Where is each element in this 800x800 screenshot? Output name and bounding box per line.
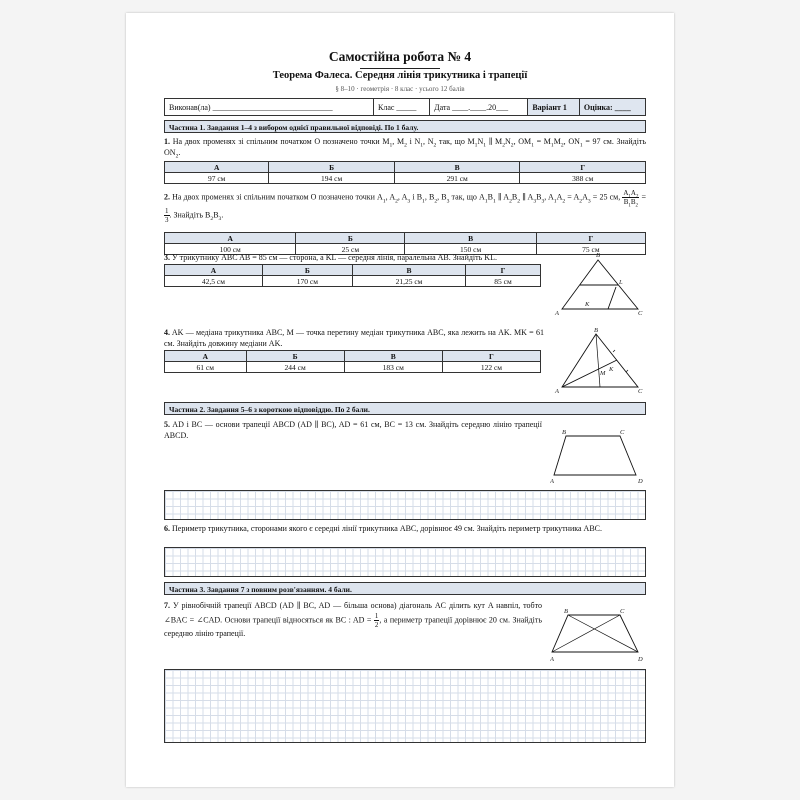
label-a: A [555,388,559,393]
label-d: D [638,478,643,485]
answer-letter: Б [269,162,395,173]
task-2-question: Знайдіть B [173,210,211,220]
answer-letter: А [165,351,247,362]
answer-letter: Г [442,351,540,362]
page-meta: § 8–10 · геометрія · 8 клас · усього 12 балів [335,85,465,93]
answer-letter: Г [520,162,646,173]
section-2-header: Частина 2. Завдання 5–6 з короткою відповіддю. По 2 бали. [164,402,646,415]
answer-letter: Г [466,265,541,276]
triangle-abc [562,334,638,387]
task-4-answers [164,350,541,373]
task-6-statement: Периметр трикутника, сторонами якого є середні лінії трикутника ABC, дорівнює 49 см. Знайдіть периметр трикутника ABC. [172,524,602,533]
trapezoid-abcd [552,615,638,652]
task-4-text [164,328,544,349]
segment [608,287,616,309]
task-2-statement: На двох променях зі спільним початком O позначено точки A [172,192,383,202]
answer-option[interactable]: 42,5 см [165,276,263,287]
answer-option[interactable]: 244 см [246,362,344,373]
label-a: A [550,478,554,485]
answer-option[interactable]: 97 см [165,173,269,184]
task-4-number: 4. [164,328,170,337]
answer-option[interactable]: 388 см [520,173,646,184]
label-c: C [620,429,625,436]
answer-letter: Г [536,233,645,244]
label-c: C [620,608,625,615]
diagonal-ac [552,615,620,652]
label-b: B [562,429,566,436]
tick-mark [613,350,615,352]
fraction-one-third: $\frac{1}{3}$ [165,206,169,224]
answer-option[interactable]: 100 см [165,244,296,255]
figure-triangle-median [550,327,650,393]
answer-box-task-7[interactable] [164,669,646,743]
task-2-number: 2. [164,192,170,202]
page-subtitle: Теорема Фалеса. Середня лінія трикутника і трапеції [272,70,528,81]
answer-letter: Б [262,265,352,276]
label-b: B [594,327,598,334]
task-6-number: 6. [164,524,170,533]
label-l: L [619,279,623,286]
answer-option[interactable]: 194 см [269,173,395,184]
task-2-text: 2. На двох променях зі спільним початком O позначено точки $A_1$, $A_2$, $A_3$ і $B_1$, $B_2$, $B_3$ так, що $A_1B_1$ ∥ $A_2B_2$ ∥ $A_3B_3$, $A_1A_2 = A_2A_3 = 25$ см, $\frac{A_1A_2}{B_1B_2}$ = $\frac{1}{3}$ . Знайдіть $B_2B_3$. [164,189,647,224]
answer-option[interactable]: 150 см [405,244,536,255]
task-1-number: 1. [164,137,170,146]
trapezoid-abcd [554,436,636,475]
diagonal-bd [568,615,638,652]
task-7-number: 7. [164,601,170,610]
label-c: C [638,310,643,315]
answer-letter: В [394,162,520,173]
task-3-text [164,253,544,264]
fraction-one-half: $\frac{1}{2}$ [374,611,379,629]
task-4-statement: AK — медіана трикутника ABC, M — точка перетину медіан трикутника ABC, яка лежить на AK. MK = 61 см. Знайдіть довжину медіани AK. [164,328,544,348]
student-field[interactable]: Виконав(ла) ______________________________ [165,99,374,116]
answer-option[interactable]: 21,25 см [352,276,465,287]
task-5-text [164,420,542,441]
answer-option[interactable]: 122 см [442,362,540,373]
answer-option[interactable]: 75 см [536,244,645,255]
answer-option[interactable]: 170 см [262,276,352,287]
answer-option[interactable]: 25 см [296,244,405,255]
worksheet-page [126,13,674,787]
task-1-question: Знайдіть ON [164,137,647,157]
label-m: M [600,370,606,377]
class-field[interactable]: Клас _____ [374,99,430,116]
figure-triangle-midline [550,249,650,315]
section-1-header: Частина 1. Завдання 1–4 з вибором однієї правильної відповіді. По 1 балу. [164,120,646,133]
task-7-statement: У рівнобічній трапеції ABCD (AD ∥ BC, AD — більша основа) діагональ AC ділить кут A навпіл, тобто ∠BAC = ∠CAD. Основи трапеції відносяться як BC : AD = [164,601,542,624]
label-a: A [555,310,559,315]
section-3-header: Частина 3. Завдання 7 з повним розв'язанням. 4 бали. [164,582,646,595]
answer-letter: В [405,233,536,244]
answer-box-task-5[interactable] [164,490,646,520]
answer-letter: В [352,265,465,276]
task-5-number: 5. [164,420,170,429]
task-1-text: 1. На двох променях зі спільним початком O позначено точки $M_1$, $M_2$ і $N_1$, $N_2$ так, що $M_1N_1$ ∥ $M_2N_2$, $OM_1 = M_1M_2$, $ON_1 = 97$ см. Знайдіть $ON_2$. [164,137,647,160]
answer-letter: Б [246,351,344,362]
answer-letter: А [165,233,296,244]
task-7-question: , а периметр трапеції дорівнює 20 см. Знайдіть середню лінію трапеції. [164,614,543,638]
grade-field[interactable]: Оцінка: ____ [579,99,645,116]
label-k: K [585,301,590,308]
figure-trapezoid [550,425,650,487]
figure-isosceles-trapezoid [550,605,650,665]
label-c: C [638,388,643,393]
median-b [596,334,600,387]
task-1-answers [164,161,646,184]
answer-option[interactable]: 183 см [344,362,442,373]
task-1-statement: На двох променях зі спільним початком O позначено точки M [172,137,390,146]
answer-option[interactable]: 291 см [394,173,520,184]
answer-letter: Б [296,233,405,244]
title-underline [360,68,440,69]
info-row [164,98,646,116]
task-3-number: 3. [164,253,170,262]
answer-letter: В [344,351,442,362]
task-3-statement: У трикутнику ABC AB = 85 см — сторона, а KL — середня лінія, паралельна AB. Знайдіть KL. [172,253,497,262]
variant-label: Варіант 1 [528,99,580,116]
label-k: K [609,366,614,373]
label-b: B [564,608,568,615]
fraction-a1a2-b1b2: $\frac{A_1A_2}{B_1B_2}$ [623,189,639,209]
label-d: D [638,656,643,663]
task-5-statement: AD і BC — основи трапеції ABCD (AD ∥ BC), AD = 61 см, BC = 13 см. Знайдіть середню лінію трапеції ABCD. [164,420,542,440]
tick-mark [626,370,628,372]
answer-letter: А [165,162,269,173]
task-7-text [164,601,542,639]
triangle-abc [562,260,638,309]
answer-letter: А [165,265,263,276]
task-3-answers [164,264,541,287]
label-a: A [550,656,554,663]
answer-box-task-6[interactable] [164,547,646,577]
answer-option[interactable]: 61 см [165,362,247,373]
label-b: B [596,252,600,259]
page-title: Самостійна робота № 4 [328,49,472,64]
date-field[interactable]: Дата ____.____.20___ [430,99,528,116]
answer-option[interactable]: 85 см [466,276,541,287]
task-6-text [164,524,646,535]
